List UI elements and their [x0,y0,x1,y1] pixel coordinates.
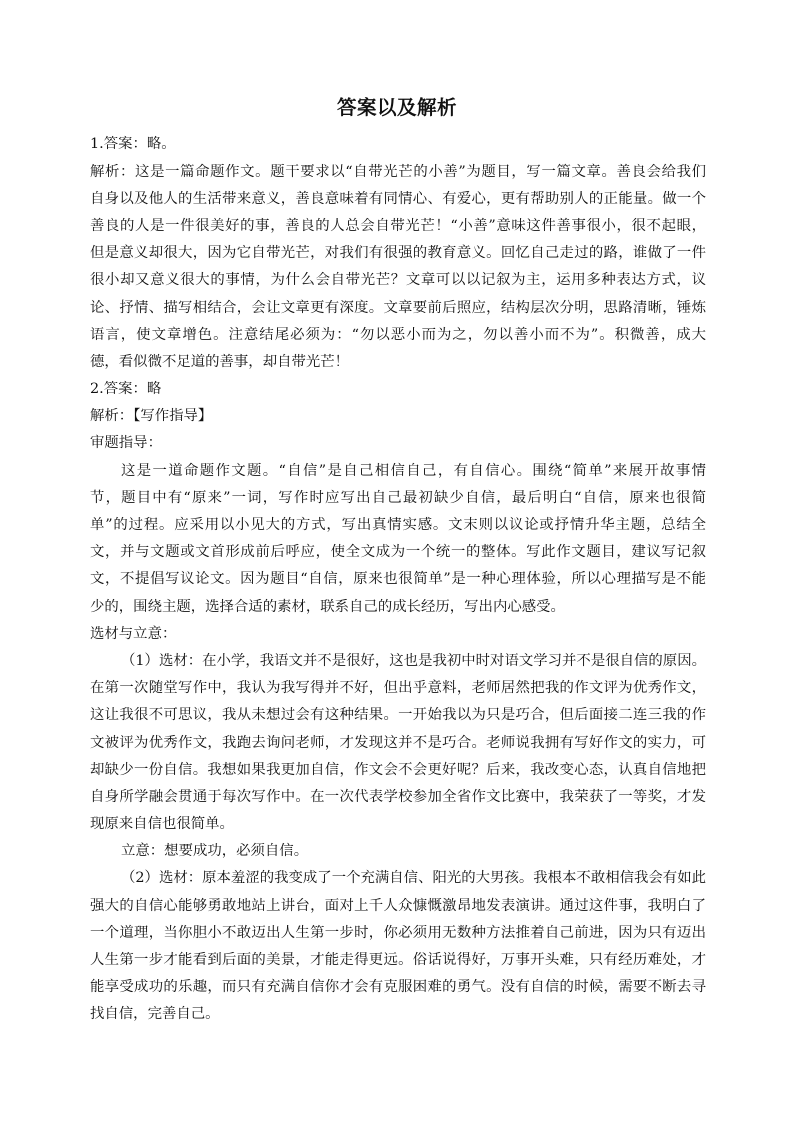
material-line: 能享受成功的乐趣，而只有充满自信你才会有克服困难的勇气。没有自信的时候，需要不断去寻 [90,979,706,996]
material-line: 一个道理，当你胆小不敢迈出人生第一步时，你必须用无数种方法推着自己前进，因为只有迈出 [90,924,706,941]
material-line: 却缺少一份自信。我想如果我更加自信，作文会不会更好呢？后来，我改变心态，认真自信地把 [90,761,706,778]
review-heading: 审题指导： [90,435,162,452]
analysis-line: 善良的人是一件很美好的事，善良的人总会自带光芒！“小善”意味这件善事很小，很不起眼， [90,217,706,234]
review-line: 这是一道命题作文题。“自信”是自己相信自己，有自信心。围绕“简单”来展开故事情 [121,462,706,479]
review-line: 文，不提倡写议论文。因为题目“自信，原来也很简单”是一种心理体验，所以心理描写是不能 [90,571,706,588]
analysis-line: 德，看似微不足道的善事，却自带光芒！ [90,353,350,370]
review-line: 节，题目中有“原来”一词，写作时应写出自己最初缺少自信，最后明白“自信，原来也很简 [90,489,706,506]
analysis-line: 论、抒情、描写相结合，会让文章更有深度。文章要前后照应，结构层次分明，思路清晰，锤炼 [90,299,706,316]
material-line: 这让我很不可思议，我从未想过会有这种结果。一开始我以为只是巧合，但后面接二连三我的作 [90,707,706,724]
analysis-line: 很小却又意义很大的事情，为什么会自带光芒？文章可以以记叙为主，运用多种表达方式，议 [90,272,706,289]
analysis-line: 解析：这是一篇命题作文。题干要求以“自带光芒的小善”为题目，写一篇文章。善良会给我们 [90,163,706,180]
material-line: 人生第一步才能看到后面的美景，才能走得更远。俗话说得好，万事开头难，只有经历难处，才 [90,952,706,969]
material-line: （1）选材：在小学，我语文并不是很好，这也是我初中时对语文学习并不是很自信的原因。 [121,652,706,669]
review-line: 少的，围绕主题，选择合适的素材，联系自己的成长经历，写出内心感受。 [90,598,565,615]
material-line: 找自信，完善自己。 [90,1006,220,1023]
review-line: 文，并与文题或文首形成前后呼应，使全文成为一个统一的整体。写此作文题目，建议写记叙 [90,544,706,561]
analysis-line: 自身以及他人的生活带来意义，善良意味着有同情心、有爱心，更有帮助别人的正能量。做一个 [90,190,706,207]
material-line: 自身所学融会贯通于每次写作中。在一次代表学校参加全省作文比赛中，我荣获了一等奖，才发 [90,788,706,805]
material-line: 文被评为优秀作文，我跑去询问老师，才发现这并不是巧合。老师说我拥有写好作文的实力，可 [90,734,706,751]
document-body [90,131,706,1028]
material-heading: 选材与立意： [90,625,177,642]
analysis-line: 但是意义却很大，因为它自带光芒，对我们有很强的教育意义。回忆自己走过的路，谁做了一件 [90,245,706,262]
material-line: 现原来自信也很简单。 [90,816,234,833]
analysis-line: 语言，使文章增色。注意结尾必须为：“勿以恶小而为之，勿以善小而不为”。积微善，成大 [90,326,706,343]
material-line: 强大的自信心能够勇敢地站上讲台，面对上千人众慷慨激昂地发表演讲。通过这件事，我明白了 [90,897,706,914]
answer-line: 1.答案：略。 [90,136,176,153]
review-line: 单”的过程。应采用以小见大的方式，写出真情实感。文末则以议论或抒情升华主题，总结全 [90,517,706,534]
answer-line: 2.答案：略 [90,381,162,398]
document-title: 答案以及解析 [336,96,457,119]
idea-line: 立意：想要成功，必须自信。 [121,843,309,860]
material-line: 在第一次随堂写作中，我认为我写得并不好，但出乎意料，老师居然把我的作文评为优秀作文， [90,680,706,697]
analysis-heading: 解析：【写作指导】 [90,408,213,425]
material-line: （2）选材：原本羞涩的我变成了一个充满自信、阳光的大男孩。我根本不敢相信我会有如此 [121,870,706,887]
